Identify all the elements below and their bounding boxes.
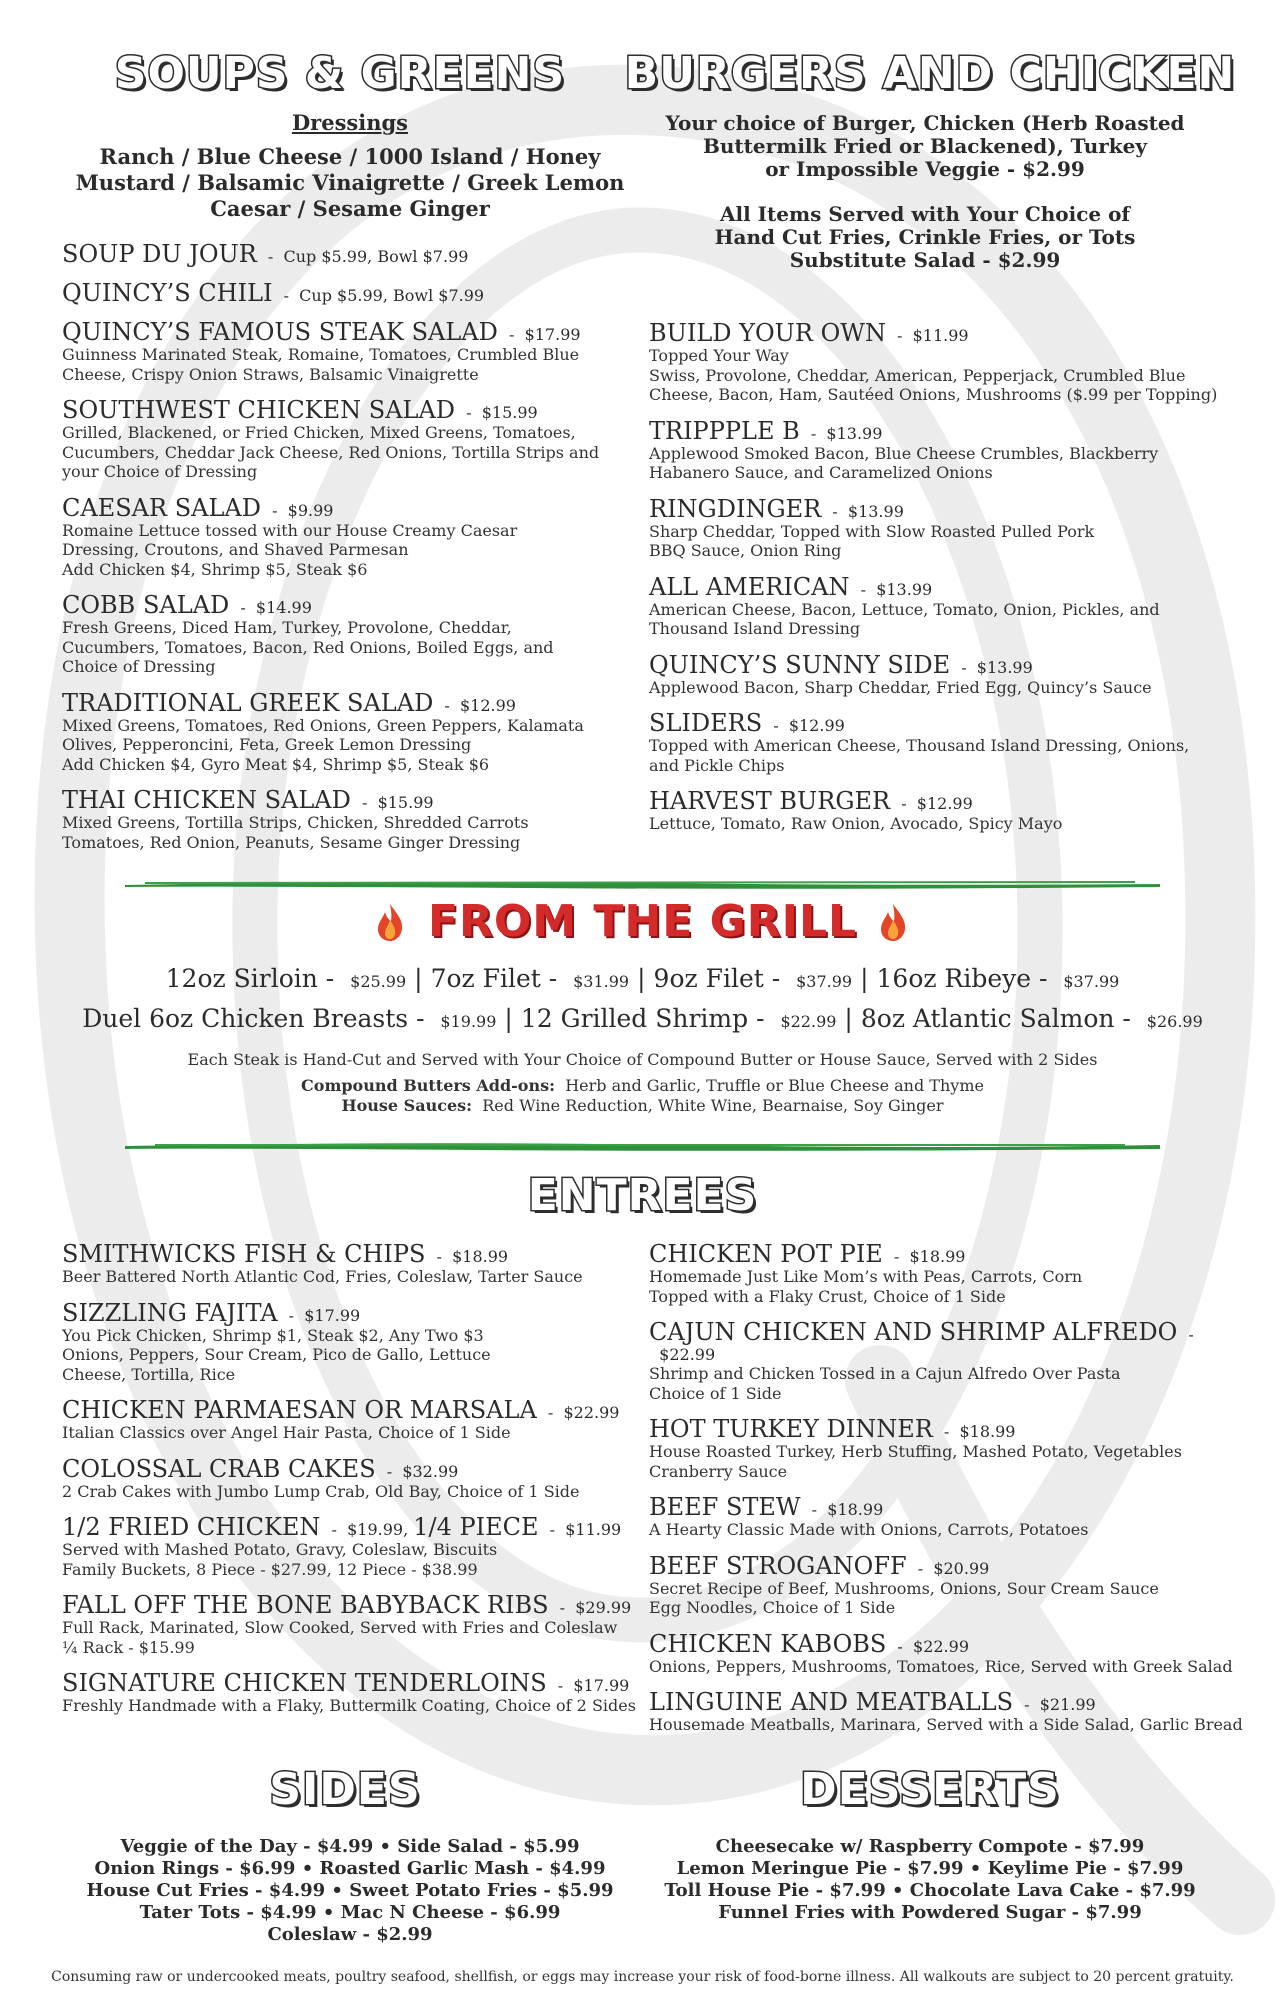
- compound-butters: Compound Butters Add-ons: Herb and Garlic, Truffle or Blue Cheese and Thyme: [301, 1076, 984, 1095]
- grill-row-other: Duel 6oz Chicken Breasts - $19.99 | 12 Grilled Shrimp - $22.99 | 8oz Atlantic Salmon - $26.99: [82, 1004, 1203, 1033]
- menu-item: CAESAR SALAD - $9.99 Romaine Lettuce tossed with our House Creamy Caesar Dressing, Croutons, and Shaved Parmesan Add Chicken $4, Shrimp $5, Steak $6: [62, 495, 632, 580]
- desserts-line: Toll House Pie - $7.99 • Chocolate Lava Cake - $7.99: [664, 1880, 1196, 1901]
- grill-item: 12oz Sirloin - $25.99: [165, 964, 407, 993]
- item-price: $11.99: [912, 326, 969, 345]
- item-description: American Cheese, Bacon, Lettuce, Tomato, Onion, Pickles, and Thousand Island Dressing: [649, 599, 1160, 638]
- item-description: Romaine Lettuce tossed with our House Creamy Caesar Dressing, Croutons, and Shaved Parmesan Add Chicken $4, Shrimp $5, Steak $6: [62, 520, 518, 579]
- soups-greens-title: SOUPS & GREENS: [114, 48, 566, 99]
- menu-item: RINGDINGER - $13.99 Sharp Cheddar, Topped with Slow Roasted Pulled Pork BBQ Sauce, Onion Ring: [649, 496, 1249, 561]
- item-description: Topped with American Cheese, Thousand Island Dressing, Onions, and Pickle Chips: [649, 736, 1190, 775]
- sides-list: [60, 1836, 640, 1946]
- divider-brush: [125, 1140, 1160, 1152]
- sides-line: Tater Tots - $4.99 • Mac N Cheese - $6.99: [139, 1902, 561, 1923]
- item-name: QUINCY’S SUNNY SIDE: [649, 650, 951, 679]
- divider-brush: [125, 878, 1160, 890]
- item-name: SOUP DU JOUR: [62, 240, 257, 268]
- item-price: $9.99: [287, 500, 334, 520]
- item-name: HARVEST BURGER: [649, 787, 891, 815]
- menu-item: HARVEST BURGER - $12.99 Lettuce, Tomato, Raw Onion, Avocado, Spicy Mayo: [649, 788, 1249, 834]
- entrees-title: ENTREES: [527, 1170, 758, 1221]
- item-description: Guinness Marinated Steak, Romaine, Tomatoes, Crumbled Blue Cheese, Crispy Onion Straws, Balsamic Vinaigrette: [62, 345, 580, 384]
- item-description: Applewood Smoked Bacon, Blue Cheese Crumbles, Blackberry Habanero Sauce, and Caramelized Onions: [649, 443, 1159, 482]
- menu-item: LINGUINE AND MEATBALLS - $21.99 Housemade Meatballs, Marinara, Served with a Side Salad, Garlic Bread: [649, 1688, 1243, 1734]
- item-name: RINGDINGER: [649, 494, 822, 523]
- entrees-left-list: [62, 1241, 642, 1729]
- menu-item: BEEF STROGANOFF - $20.99 Secret Recipe of Beef, Mushrooms, Onions, Sour Cream Sauce Egg Noodles, Choice of 1 Side: [649, 1551, 1159, 1617]
- item-price: Cup $5.99, Bowl $7.99: [283, 247, 469, 266]
- menu-item: TRIPPPLE B - $13.99 Applewood Smoked Bacon, Blue Cheese Crumbles, Blackberry Habanero Sauce, and Caramelized Onions: [649, 418, 1249, 483]
- menu-item: QUINCY’S FAMOUS STEAK SALAD - $17.99 Guinness Marinated Steak, Romaine, Tomatoes, Crumbled Blue Cheese, Crispy Onion Straws, Balsamic Vinaigrette: [62, 319, 632, 384]
- menu-item: FALL OFF THE BONE BABYBACK RIBS - $29.99 Full Rack, Marinated, Slow Cooked, Served with Fries and Coleslaw ¼ Rack - $15.99: [62, 1591, 632, 1657]
- menu-item: COLOSSAL CRAB CAKES - $32.99 2 Crab Cakes with Jumbo Lump Crab, Old Bay, Choice of 1 Side: [62, 1454, 580, 1501]
- item-name: TRIPPPLE B: [649, 416, 800, 445]
- item-name: THAI CHICKEN SALAD: [62, 786, 351, 814]
- menu-item: 1/2 FRIED CHICKEN - $19.99, 1/4 PIECE - $11.99 Served with Mashed Potato, Gravy, Coleslaw, Biscuits Family Buckets, 8 Piece - $27.99, 12 Piece - $38.99: [62, 1513, 622, 1579]
- soups-list: [62, 241, 632, 865]
- grill-note: Each Steak is Hand-Cut and Served with Your Choice of Compound Butter or House Sauce, Served with 2 Sides: [187, 1050, 1098, 1069]
- desserts-line: Funnel Fries with Powdered Sugar - $7.99: [718, 1902, 1142, 1923]
- menu-item: BEEF STEW - $18.99 A Hearty Classic Made with Onions, Carrots, Potatoes: [649, 1493, 1089, 1539]
- dressings-line: Mustard / Balsamic Vinaigrette / Greek Lemon: [75, 170, 625, 195]
- menu-item: SOUTHWEST CHICKEN SALAD - $15.99 Grilled, Blackened, or Fried Chicken, Mixed Greens, Tomatoes, Cucumbers, Cheddar Jack Cheese, Red Onions, Tortilla Strips and your Choice of Dressing: [62, 397, 632, 482]
- desserts-line: Lemon Meringue Pie - $7.99 • Keylime Pie - $7.99: [676, 1858, 1184, 1879]
- grill-item: Duel 6oz Chicken Breasts - $19.99: [82, 1004, 497, 1033]
- desserts-line: Cheesecake w/ Raspberry Compote - $7.99: [715, 1836, 1145, 1857]
- dressings-block: [70, 110, 630, 222]
- menu-item: BUILD YOUR OWN - $11.99 Topped Your Way Swiss, Provolone, Cheddar, American, Pepperjack, Crumbled Blue Cheese, Bacon, Ham, Sautéed Onions, Mushrooms ($.99 per Topping): [649, 320, 1249, 405]
- item-name: ALL AMERICAN: [649, 572, 850, 601]
- item-price: $15.99: [377, 793, 434, 812]
- item-description: Mixed Greens, Tomatoes, Red Onions, Green Peppers, Kalamata Olives, Pepperoncini, Feta, Greek Lemon Dressing Add Chicken $4, Gyro Meat $4, Shrimp $5, Steak $6: [62, 715, 584, 774]
- grill-row-steaks: 12oz Sirloin - $25.99 | 7oz Filet - $31.99 | 9oz Filet - $37.99 | 16oz Ribeye - $37.99: [165, 964, 1120, 993]
- item-name: COBB SALAD: [62, 591, 230, 619]
- grill-item: 12 Grilled Shrimp - $22.99: [520, 1004, 837, 1033]
- item-name: SLIDERS: [649, 709, 763, 737]
- item-price: $17.99: [524, 325, 581, 344]
- item-price: $15.99: [481, 403, 538, 422]
- menu-item: TRADITIONAL GREEK SALAD - $12.99 Mixed Greens, Tomatoes, Red Onions, Green Peppers, Kalamata Olives, Pepperoncini, Feta, Greek Lemon Dressing Add Chicken $4, Gyro Meat $4, Shrimp $5, Steak $6: [62, 690, 632, 775]
- item-name: QUINCY’S CHILI: [62, 279, 273, 307]
- item-price: $13.99: [826, 423, 883, 443]
- dressings-heading: Dressings: [291, 110, 409, 135]
- grill-item: 9oz Filet - $37.99: [653, 964, 853, 993]
- sides-line: Veggie of the Day - $4.99 • Side Salad - $5.99: [120, 1836, 580, 1857]
- sides-line: House Cut Fries - $4.99 • Sweet Potato Fries - $5.99: [86, 1880, 614, 1901]
- desserts-title: DESSERTS: [800, 1764, 1060, 1815]
- menu-item: QUINCY’S SUNNY SIDE - $13.99 Applewood Bacon, Sharp Cheddar, Fried Egg, Quincy’s Sauce: [649, 652, 1249, 698]
- menu-item: SMITHWICKS FISH & CHIPS - $18.99 Beer Battered North Atlantic Cod, Fries, Coleslaw, Tarter Sauce: [62, 1240, 583, 1286]
- dressings-line: Ranch / Blue Cheese / 1000 Island / Honey: [99, 144, 601, 169]
- item-name: TRADITIONAL GREEK SALAD: [62, 688, 434, 717]
- menu-item: CAJUN CHICKEN AND SHRIMP ALFREDO - $22.99 Shrimp and Chicken Tossed in a Cajun Alfredo Over Pasta Choice of 1 Side: [649, 1318, 1194, 1403]
- item-name: BUILD YOUR OWN: [649, 319, 886, 347]
- item-description: Sharp Cheddar, Topped with Slow Roasted Pulled Pork BBQ Sauce, Onion Ring: [649, 521, 1095, 560]
- item-price: $12.99: [460, 695, 516, 715]
- item-name: QUINCY’S FAMOUS STEAK SALAD: [62, 318, 498, 346]
- menu-item: SOUP DU JOUR - Cup $5.99, Bowl $7.99: [62, 240, 469, 268]
- item-description: Mixed Greens, Tortilla Strips, Chicken, Shredded Carrots Tomatoes, Red Onion, Peanuts, Sesame Ginger Dressing: [62, 813, 529, 852]
- menu-item: SLIDERS - $12.99 Topped with American Cheese, Thousand Island Dressing, Onions, and Pickle Chips: [649, 710, 1249, 775]
- item-price: $13.99: [976, 657, 1033, 677]
- item-description: Topped Your Way Swiss, Provolone, Cheddar, American, Pepperjack, Crumbled Blue Cheese, Bacon, Ham, Sautéed Onions, Mushrooms ($.99 per Topping): [649, 346, 1218, 404]
- item-description: Lettuce, Tomato, Raw Onion, Avocado, Spicy Mayo: [649, 814, 1063, 833]
- menu-item: SIZZLING FAJITA - $17.99 You Pick Chicken, Shrimp $1, Steak $2, Any Two $3 Onions, Peppers, Sour Cream, Pico de Gallo, Lettuce Cheese, Tortilla, Rice: [62, 1298, 491, 1384]
- dressings-line: Caesar / Sesame Ginger: [210, 196, 490, 221]
- grill-item: 8oz Atlantic Salmon - $26.99: [860, 1004, 1203, 1033]
- sides-line: Onion Rings - $6.99 • Roasted Garlic Mash - $4.99: [94, 1858, 606, 1879]
- house-sauces: House Sauces: Red Wine Reduction, White Wine, Bearnaise, Soy Ginger: [341, 1096, 944, 1115]
- burgers-chicken-title: BURGERS AND CHICKEN: [624, 48, 1236, 99]
- menu-item: CHICKEN PARMAESAN OR MARSALA - $22.99 Italian Classics over Angel Hair Pasta, Choice of 1 Side: [62, 1396, 620, 1442]
- item-price: $13.99: [847, 501, 904, 521]
- sides-title: SIDES: [269, 1764, 421, 1815]
- flame-icon: [878, 902, 908, 942]
- item-price: Cup $5.99, Bowl $7.99: [299, 286, 485, 305]
- grill-item: 7oz Filet - $31.99: [430, 964, 630, 993]
- item-price: $12.99: [916, 794, 973, 813]
- item-name: CAESAR SALAD: [62, 493, 261, 522]
- footer-disclaimer: Consuming raw or undercooked meats, poultry seafood, shellfish, or eggs may increase your risk of food-borne illness. All walkouts are subject to 20 percent gratuity.: [51, 1969, 1234, 1985]
- menu-item: COBB SALAD - $14.99 Fresh Greens, Diced Ham, Turkey, Provolone, Cheddar, Cucumbers, Tomatoes, Bacon, Red Onions, Boiled Eggs, and Choice of Dressing: [62, 592, 632, 677]
- grill-notes: [0, 1050, 1285, 1116]
- item-price: $13.99: [876, 579, 933, 599]
- item-price: $14.99: [255, 598, 312, 617]
- menu-item: HOT TURKEY DINNER - $18.99 House Roasted Turkey, Herb Stuffing, Mashed Potato, Vegetables Cranberry Sauce: [649, 1415, 1182, 1481]
- menu-item: CHICKEN POT PIE - $18.99 Homemade Just Like Mom’s with Peas, Carrots, Corn Topped with a Flaky Crust, Choice of 1 Side: [649, 1240, 1083, 1306]
- grill-item: 16oz Ribeye - $37.99: [876, 964, 1120, 993]
- menu-item: ALL AMERICAN - $13.99 American Cheese, Bacon, Lettuce, Tomato, Onion, Pickles, and Thousand Island Dressing: [649, 574, 1249, 639]
- sides-line: Coleslaw - $2.99: [267, 1924, 433, 1945]
- item-description: Applewood Bacon, Sharp Cheddar, Fried Egg, Quincy’s Sauce: [649, 677, 1152, 697]
- burgers-intro: Your choice of Burger, Chicken (Herb Roasted Buttermilk Fried or Blackened), Turkey or Impossible Veggie - $2.99 All Items Served with Your Choice of Hand Cut Fries, Crinkle Fries, or Tots Substitute Salad - $2.99: [665, 111, 1185, 272]
- menu-item: THAI CHICKEN SALAD - $15.99 Mixed Greens, Tortilla Strips, Chicken, Shredded Carrots Tomatoes, Red Onion, Peanuts, Sesame Ginger Dressing: [62, 787, 632, 852]
- menu-item: QUINCY’S CHILI - Cup $5.99, Bowl $7.99: [62, 279, 485, 307]
- menu-item: CHICKEN KABOBS - $22.99 Onions, Peppers, Mushrooms, Tomatoes, Rice, Served with Greek Salad: [649, 1629, 1233, 1676]
- desserts-list: [640, 1836, 1220, 1924]
- menu-item: SIGNATURE CHICKEN TENDERLOINS - $17.99 Freshly Handmade with a Flaky, Buttermilk Coating, Choice of 2 Sides: [62, 1669, 636, 1715]
- item-description: Grilled, Blackened, or Fried Chicken, Mixed Greens, Tomatoes, Cucumbers, Cheddar Jack Cheese, Red Onions, Tortilla Strips and your Choice of Dressing: [62, 423, 600, 481]
- item-price: $12.99: [788, 716, 845, 735]
- item-name: SOUTHWEST CHICKEN SALAD: [62, 396, 456, 424]
- item-description: Fresh Greens, Diced Ham, Turkey, Provolone, Cheddar, Cucumbers, Tomatoes, Bacon, Red Onions, Boiled Eggs, and Choice of Dressing: [62, 618, 554, 676]
- entrees-right-list: [649, 1241, 1259, 1748]
- burgers-list: [649, 320, 1249, 847]
- from-the-grill-title: FROM THE GRILL: [427, 896, 858, 947]
